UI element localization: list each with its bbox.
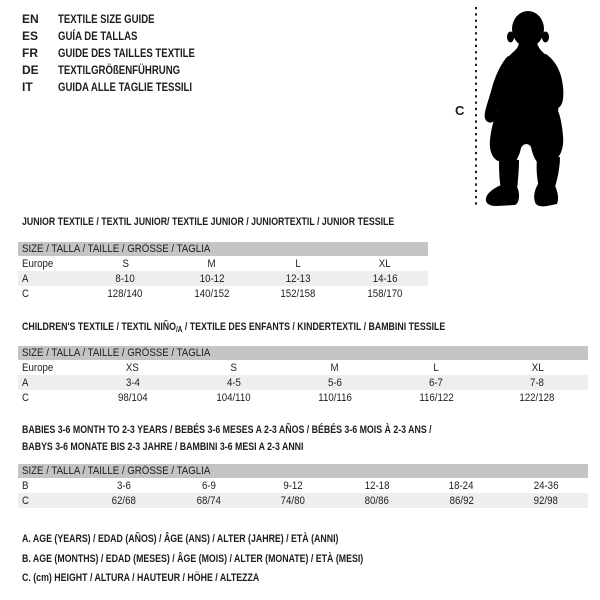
cell-text: 12-13 xyxy=(285,272,311,285)
size-value-cell xyxy=(183,375,284,390)
size-value-cell xyxy=(82,375,183,390)
footnote-b: B. AGE (MONTHS) / EDAD (MESES) / ÂGE (MOIS) / ALTER (MONATE) / ETÀ (MESI) xyxy=(22,552,364,565)
size-value-cell xyxy=(342,286,429,301)
cell-text: 6-7 xyxy=(429,376,444,389)
language-code: DE xyxy=(22,62,39,77)
height-label-c: C xyxy=(455,103,465,118)
size-value-cell xyxy=(487,390,588,405)
size-table-children xyxy=(18,346,588,405)
cell-text: 24-36 xyxy=(533,479,559,492)
cell-text: C xyxy=(22,494,29,507)
section-title-babies: BABIES 3-6 MONTH TO 2-3 YEARS / BEBÉS 3-6 MESES A 2-3 AÑOS / BÉBÉS 3-6 MOIS À 2-3 ANS / BABYS 3-6 MONATE BIS 2-3 JAHRE / BAMBINI 3-6 MESI A 2-3 ANNI xyxy=(22,424,432,453)
cell-text: 5-6 xyxy=(327,376,342,389)
size-value-cell xyxy=(82,286,169,301)
baby-silhouette-shape xyxy=(485,11,564,206)
cell-text: 116/122 xyxy=(419,391,454,404)
size-value-cell xyxy=(504,493,588,508)
language-code: FR xyxy=(22,45,38,60)
size-table xyxy=(18,360,588,405)
cell-text: 152/158 xyxy=(280,287,316,300)
size-value-cell xyxy=(419,478,503,493)
size-value-cell xyxy=(255,256,342,271)
size-value-cell xyxy=(169,286,256,301)
row-label-cell xyxy=(18,478,82,493)
size-value-cell xyxy=(284,360,385,375)
cell-text: L xyxy=(295,257,301,270)
footnote-a: A. AGE (YEARS) / EDAD (AÑOS) / ÂGE (ANS) / ALTER (JAHRE) / ETÀ (ANNI) xyxy=(22,533,339,545)
size-value-cell xyxy=(386,360,487,375)
row-label-cell xyxy=(18,256,82,271)
row-label-cell xyxy=(18,286,82,301)
row-label-cell xyxy=(18,375,82,390)
size-value-cell xyxy=(386,390,487,405)
size-header-label: SIZE / TALLA / TAILLE / GRÖSSE / TAGLIA xyxy=(22,243,211,255)
table-row xyxy=(18,478,588,493)
size-value-cell xyxy=(166,478,250,493)
size-value-cell xyxy=(251,478,335,493)
size-value-cell xyxy=(169,271,256,286)
section-title-children: CHILDREN'S TEXTILE / TEXTIL NIÑO/A / TEXTILE DES ENFANTS / KINDERTEXTIL / BAMBINI TESSILE xyxy=(22,321,446,334)
cell-text: M xyxy=(330,361,339,374)
size-table-junior xyxy=(18,242,428,301)
table-row xyxy=(18,390,588,405)
size-table xyxy=(18,256,428,301)
cell-text: C xyxy=(22,287,29,300)
language-title: GUIDE DES TAILLES TEXTILE xyxy=(58,45,195,60)
size-value-cell xyxy=(166,493,250,508)
size-value-cell xyxy=(342,271,429,286)
cell-text: 8-10 xyxy=(115,272,135,285)
table-row xyxy=(18,375,588,390)
size-table-babies xyxy=(18,464,588,508)
size-value-cell xyxy=(504,478,588,493)
language-row xyxy=(22,10,229,27)
cell-text: 92/98 xyxy=(533,494,558,507)
size-header-label: SIZE / TALLA / TAILLE / GRÖSSE / TAGLIA xyxy=(22,347,211,359)
cell-text: XL xyxy=(531,361,544,374)
cell-text: S xyxy=(230,361,238,374)
table-row xyxy=(18,493,588,508)
size-value-cell xyxy=(255,271,342,286)
language-title-list xyxy=(22,10,229,95)
size-value-cell xyxy=(183,360,284,375)
size-value-cell xyxy=(284,390,385,405)
cell-text: B xyxy=(22,479,29,492)
table-row xyxy=(18,360,588,375)
footnote-c: C. (cm) HEIGHT / ALTURA / HAUTEUR / HÖHE / ALTEZZA xyxy=(22,572,260,584)
table-row xyxy=(18,286,428,301)
row-label-cell xyxy=(18,390,82,405)
row-label-cell xyxy=(18,493,82,508)
size-header-label: SIZE / TALLA / TAILLE / GRÖSSE / TAGLIA xyxy=(22,465,211,477)
size-value-cell xyxy=(419,493,503,508)
language-title: GUIDA ALLE TAGLIE TESSILI xyxy=(58,79,193,94)
size-table-header-bar xyxy=(18,464,588,478)
language-code: ES xyxy=(22,28,39,43)
cell-text: 4-5 xyxy=(226,376,241,389)
cell-text: 110/116 xyxy=(318,391,352,404)
size-value-cell xyxy=(284,375,385,390)
cell-text: 158/170 xyxy=(367,287,403,300)
size-table-header-bar xyxy=(18,242,428,256)
size-value-cell xyxy=(169,256,256,271)
cell-text: S xyxy=(122,257,129,270)
size-value-cell xyxy=(183,390,284,405)
row-label-cell xyxy=(18,271,82,286)
baby-silhouette-icon xyxy=(470,0,582,212)
cell-text: Europe xyxy=(22,361,54,374)
size-value-cell xyxy=(335,493,419,508)
size-table xyxy=(18,478,588,508)
cell-text: 86/92 xyxy=(449,494,474,507)
language-row xyxy=(22,78,229,95)
cell-text: 128/140 xyxy=(107,287,143,300)
cell-text: 6-9 xyxy=(201,479,216,492)
language-row xyxy=(22,27,229,44)
cell-text: 74/80 xyxy=(280,494,305,507)
cell-text: M xyxy=(207,257,216,270)
size-value-cell xyxy=(82,493,166,508)
language-row xyxy=(22,61,229,78)
size-value-cell xyxy=(251,493,335,508)
section-title-junior: JUNIOR TEXTILE / TEXTIL JUNIOR/ TEXTILE JUNIOR / JUNIORTEXTIL / JUNIOR TESSILE xyxy=(22,216,395,228)
table-row xyxy=(18,256,428,271)
size-value-cell xyxy=(487,375,588,390)
cell-text: 12-18 xyxy=(364,479,390,492)
language-code: EN xyxy=(22,11,39,26)
size-value-cell xyxy=(82,390,183,405)
cell-text: 7-8 xyxy=(530,376,545,389)
cell-text: 62/68 xyxy=(112,494,137,507)
size-value-cell xyxy=(82,478,166,493)
size-value-cell xyxy=(487,360,588,375)
footnotes xyxy=(22,530,449,589)
size-value-cell xyxy=(82,256,169,271)
cell-text: 104/110 xyxy=(216,391,251,404)
cell-text: 3-4 xyxy=(125,376,140,389)
language-title: TEXTILE SIZE GUIDE xyxy=(58,11,155,26)
size-table-header-bar xyxy=(18,346,588,360)
cell-text: A xyxy=(22,376,29,389)
language-code: IT xyxy=(22,79,33,94)
size-value-cell xyxy=(335,478,419,493)
cell-text: L xyxy=(433,361,439,374)
cell-text: 98/104 xyxy=(117,391,148,404)
cell-text: A xyxy=(22,272,29,285)
size-value-cell xyxy=(82,271,169,286)
cell-text: XS xyxy=(126,361,140,374)
cell-text: C xyxy=(22,391,29,404)
cell-text: 14-16 xyxy=(372,272,398,285)
language-row xyxy=(22,44,229,61)
cell-text: 10-12 xyxy=(199,272,225,285)
cell-text: XL xyxy=(378,257,391,270)
cell-text: 18-24 xyxy=(449,479,474,492)
size-value-cell xyxy=(255,286,342,301)
language-title: GUÍA DE TALLAS xyxy=(58,28,138,43)
cell-text: 122/128 xyxy=(519,391,555,404)
cell-text: 80/86 xyxy=(365,494,390,507)
size-value-cell xyxy=(386,375,487,390)
size-value-cell xyxy=(342,256,429,271)
cell-text: 68/74 xyxy=(196,494,221,507)
size-value-cell xyxy=(82,360,183,375)
cell-text: 140/152 xyxy=(194,287,230,300)
cell-text: Europe xyxy=(22,257,54,270)
row-label-cell xyxy=(18,360,82,375)
cell-text: 3-6 xyxy=(117,479,132,492)
language-title: TEXTILGRÖßENFÜHRUNG xyxy=(58,62,181,77)
cell-text: 9-12 xyxy=(283,479,303,492)
table-row xyxy=(18,271,428,286)
